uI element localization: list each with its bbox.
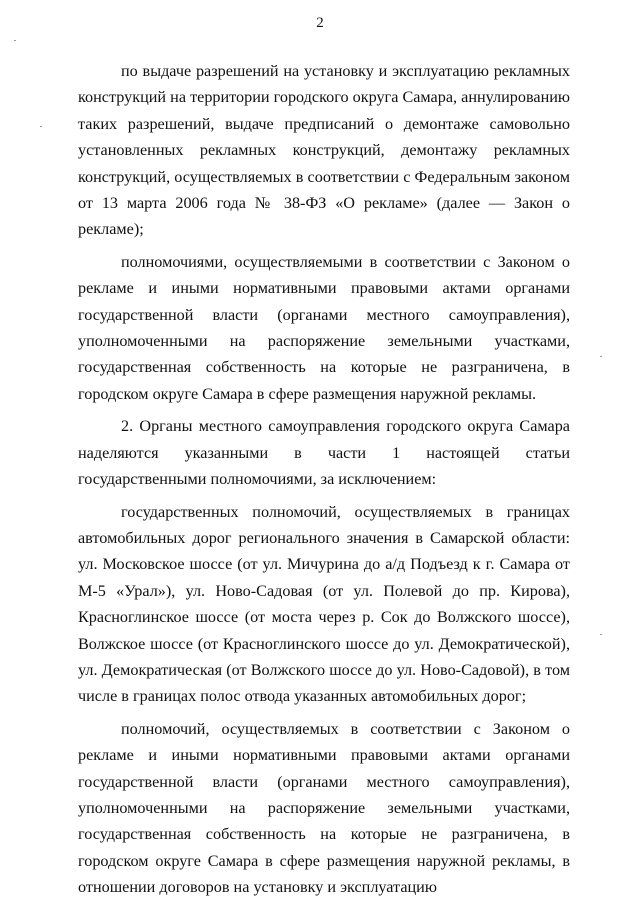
paragraph-permits: по выдаче разрешений на установку и эксплуатацию рекламных конструкций на территории городского округа Самара, аннулированию таких разрешений, выдаче предписаний о демонтаже самовольно установленных рекламных конструкций, демонтажу рекламных конструкций, осуществляемых в соответствии с Федеральным законом от 13 марта 2006 года № 38-ФЗ «О рекламе» (далее — Закон о рекламе);: [78, 62, 570, 239]
paragraph-regional-roads-exception: государственных полномочий, осуществляемых в границах автомобильных дорог регионального значения в Самарской области: ул. Московское шоссе (от ул. Мичурина до а/д Подъезд к г. Самара от М-5 «Урал»), ул. Ново-Садовая (от ул. Полевой до пр. Кирова), Красноглинское шоссе (от моста через р. Сок до Волжского шоссе), Волжское шоссе (от Красноглинского шоссе до ул. Демократической), ул. Демократическая (от Волжского шоссе до ул. Ново-Садовой), в том числе в границах полос отвода указанных автомобильных дорог;: [78, 502, 570, 706]
page-number: 2: [316, 15, 324, 31]
scan-speck: [14, 40, 16, 41]
scan-speck: [600, 634, 602, 635]
document-body: [78, 58, 570, 901]
paragraph-contracts-exception: полномочий, осуществляемых в соответствии с Законом о рекламе и иными нормативными правовыми актами органами государственной власти (органами местного самоуправления), уполномоченными на распоряжение земельными участками, государственная собственность на которые не разграничена, в городском округе Самара в сфере размещения наружной рекламы, в отношении договоров на установку и эксплуатацию: [78, 719, 570, 897]
paragraph-powers-outdoor-advertising: полномочиями, осуществляемыми в соответствии с Законом о рекламе и иными нормативными правовыми актами органами государственной власти (органами местного самоуправления), уполномоченными на распоряжение земельными участками, государственная собственность на которые не разграничена, в городском округе Самара в сфере размещения наружной рекламы.: [78, 252, 570, 403]
paragraph-clause-2: 2. Органы местного самоуправления городского округа Самара наделяются указанными в части 1 настоящей статьи государственными полномочиями, за исключением:: [78, 417, 570, 489]
scan-speck: [600, 356, 602, 357]
scan-speck: [40, 126, 42, 127]
